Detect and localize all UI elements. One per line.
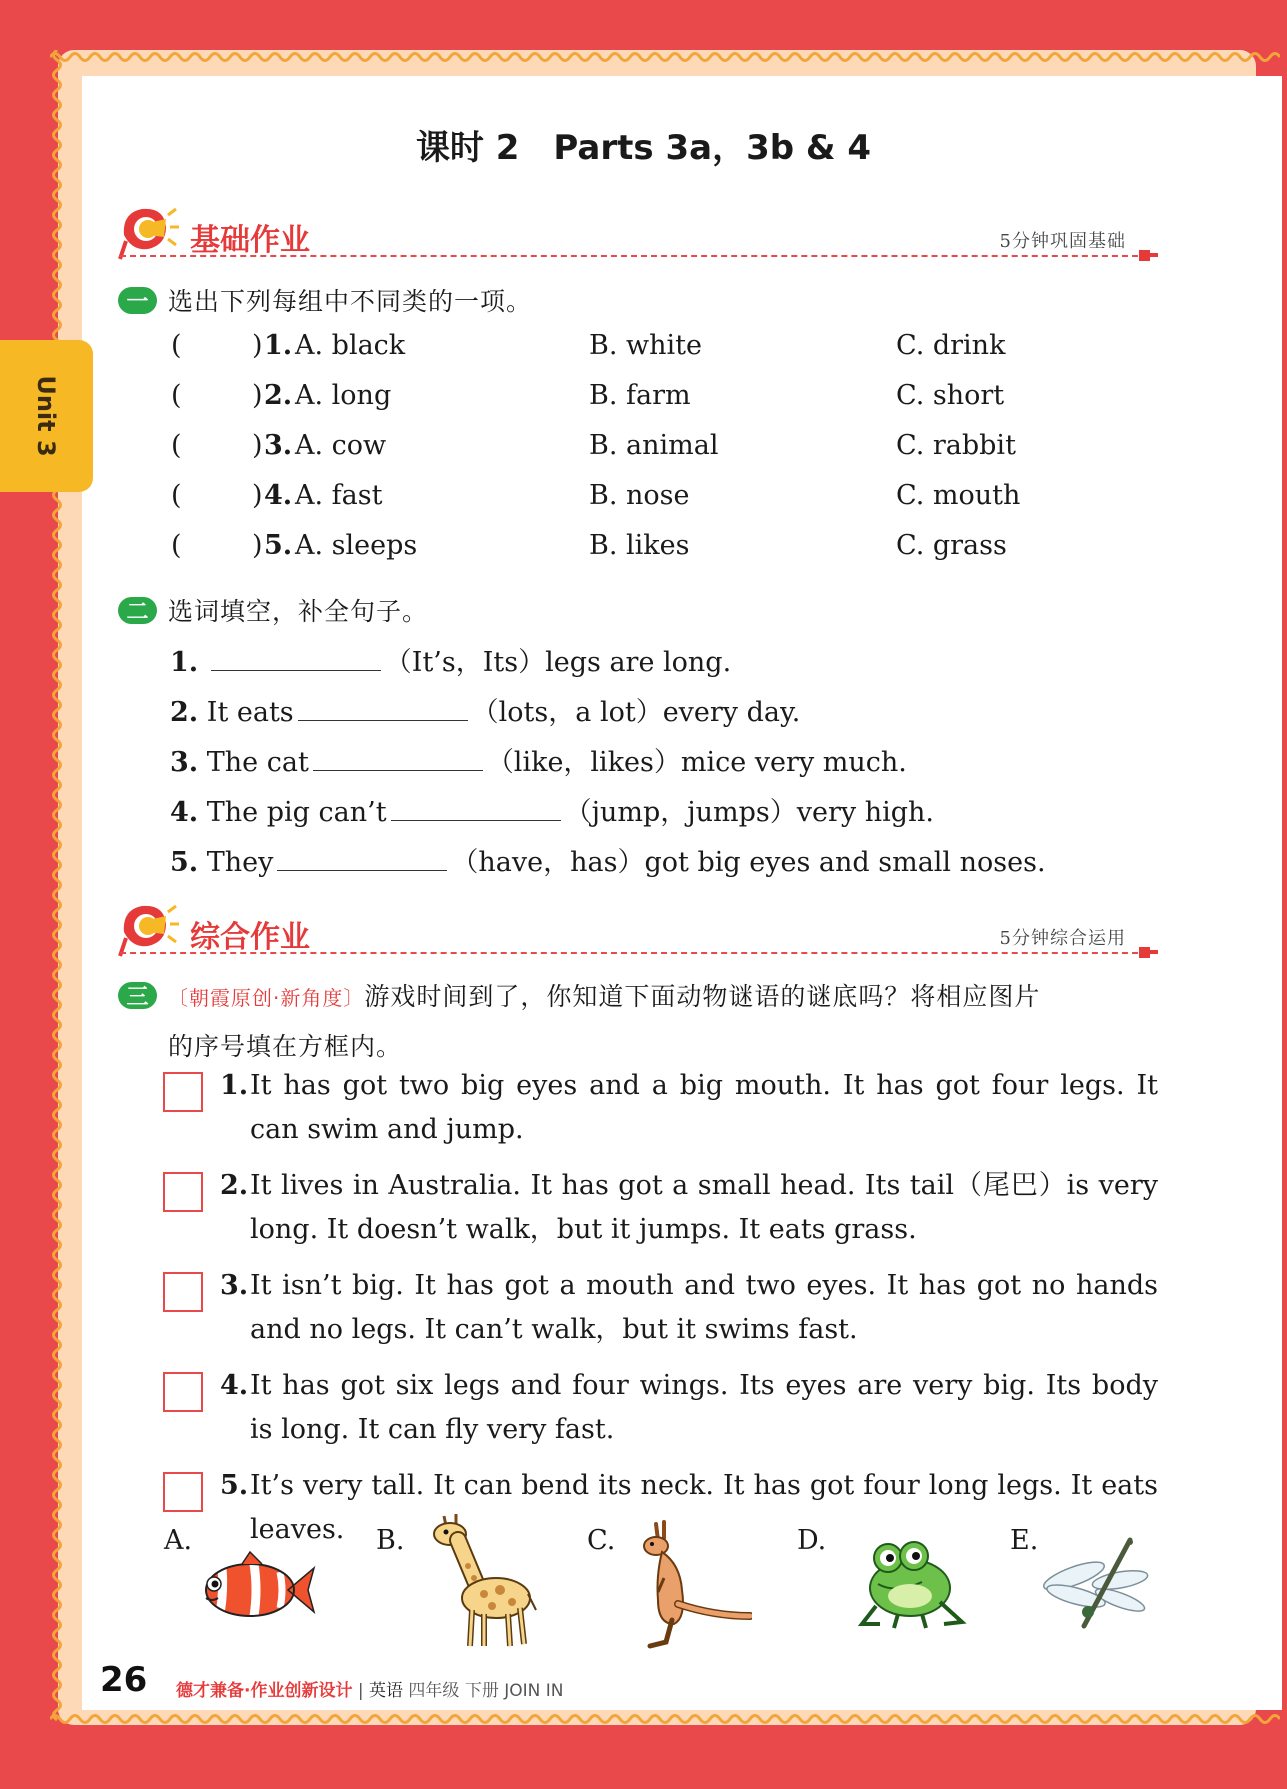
option-label-d: D. [797, 1525, 827, 1556]
option-b: B. white [589, 330, 702, 361]
option-b: B. farm [589, 380, 691, 411]
wavy-border-bottom [50, 1712, 1280, 1726]
item-number: 3. [264, 430, 293, 461]
sentence-start: The cat [206, 747, 309, 778]
option-b: B. likes [589, 530, 690, 561]
sentence-start: They [206, 847, 274, 878]
fill-blank-item [170, 740, 907, 779]
section-time: 5分钟巩固基础 [999, 231, 1126, 252]
option-label-c: C. [587, 1525, 616, 1556]
section-title: 综合作业 [190, 920, 310, 955]
item-number: 4. [170, 797, 199, 828]
option-c: C. rabbit [896, 430, 1016, 461]
riddle-text: It isn’t big. It has got a mouth and two eyes. It has got no hands and no legs. It can’t walk，but it swims fast. [250, 1270, 1158, 1345]
riddle-item [220, 1264, 1158, 1352]
answer-paren-close: ) [252, 380, 263, 411]
footer-separator: | [357, 1681, 364, 1701]
sentence-end: （have，has）got big eyes and small noses. [451, 847, 1046, 878]
answer-paren-close: ) [252, 330, 263, 361]
item-number: 1. [264, 330, 293, 361]
divider-end-tip [1148, 253, 1158, 257]
sentence-end: （like，likes）mice very much. [486, 747, 907, 778]
option-a: A. sleeps [295, 530, 418, 561]
part-badge-3: 三 [118, 982, 157, 1009]
option-a: A. cow [295, 430, 387, 461]
option-a: A. fast [295, 480, 383, 511]
footer-volume: 下册 [464, 1681, 499, 1701]
dashed-divider [120, 952, 1158, 954]
unit-tab-label: Unit 3 [32, 375, 60, 457]
item-number: 3. [170, 747, 199, 778]
answer-paren-open[interactable]: ( [171, 380, 182, 411]
fill-blank-item [170, 790, 934, 829]
sentence-end: （jump，jumps）very high. [564, 797, 934, 828]
answer-paren-close: ) [252, 530, 263, 561]
answer-paren-open[interactable]: ( [171, 530, 182, 561]
part-badge-2: 二 [118, 597, 157, 624]
answer-blank[interactable] [298, 698, 468, 721]
sentence-start: The pig can’t [206, 797, 387, 828]
section-header-basic [118, 205, 1158, 265]
option-label-a: A. [164, 1525, 193, 1556]
kangaroo-picture [622, 1520, 752, 1650]
item-number: 5. [220, 1470, 249, 1501]
unit-tab [0, 340, 93, 492]
answer-paren-open[interactable]: ( [171, 330, 182, 361]
riddle-text: It lives in Australia. It has got a small head. Its tail（尾巴）is very long. It doesn’t walk，but it jumps. It eats grass. [250, 1170, 1158, 1245]
riddle-text: It has got six legs and four wings. Its eyes are very big. Its body is long. It can fly very fast. [250, 1370, 1158, 1445]
answer-blank[interactable] [391, 798, 561, 821]
part1-instruction: 选出下列每组中不同类的一项。 [168, 287, 533, 316]
footer-subject: 英语 [369, 1681, 404, 1701]
item-number: 1. [170, 647, 199, 678]
lesson-title: 课时 2 Parts 3a，3b & 4 [415, 128, 872, 168]
answer-box[interactable] [163, 1472, 203, 1512]
wavy-border-top [50, 50, 1280, 64]
option-c: C. drink [896, 330, 1006, 361]
item-number: 2. [264, 380, 293, 411]
item-number: 2. [170, 697, 199, 728]
page-number: 26 [100, 1660, 148, 1700]
part-badge-1: 一 [118, 287, 157, 314]
item-number: 3. [220, 1270, 249, 1301]
answer-blank[interactable] [277, 848, 447, 871]
item-number: 1. [220, 1070, 249, 1101]
part3-instruction-cont: 的序号填在方框内。 [168, 1032, 403, 1061]
part3-instruction: 〔朝霞原创·新角度〕游戏时间到了，你知道下面动物谜语的谜底吗？将相应图片 [168, 982, 1041, 1011]
fill-blank-item [170, 690, 800, 729]
frog-picture [852, 1536, 970, 1632]
answer-paren-close: ) [252, 430, 263, 461]
part2-instruction: 选词填空，补全句子。 [168, 597, 429, 626]
option-c: C. grass [896, 530, 1007, 561]
option-b: B. nose [589, 480, 690, 511]
riddle-item [220, 1164, 1158, 1252]
footer-edition: JOIN IN [504, 1681, 564, 1701]
answer-box[interactable] [163, 1272, 203, 1312]
answer-blank[interactable] [313, 748, 483, 771]
footer-brand: 德才兼备·作业创新设计 [176, 1681, 353, 1701]
source-tag: 〔朝霞原创·新角度〕 [168, 986, 365, 1010]
dragonfly-picture [1040, 1536, 1152, 1632]
option-label-e: E. [1010, 1525, 1039, 1556]
item-number: 5. [264, 530, 293, 561]
sentence-end: （lots，a lot）every day. [471, 697, 801, 728]
answer-paren-open[interactable]: ( [171, 430, 182, 461]
answer-box[interactable] [163, 1372, 203, 1412]
option-b: B. animal [589, 430, 719, 461]
footer-series [176, 1676, 564, 1701]
wavy-border-left [50, 50, 64, 1726]
divider-end-tip [1148, 950, 1158, 954]
giraffe-picture [418, 1510, 538, 1650]
sentence-end: （It’s，Its）legs are long. [384, 647, 732, 678]
megaphone-icon [118, 902, 180, 958]
option-label-b: B. [376, 1525, 405, 1556]
section-time: 5分钟综合运用 [999, 928, 1126, 949]
dashed-divider [120, 255, 1158, 257]
fill-blank-item [170, 640, 731, 679]
item-number: 4. [220, 1370, 249, 1401]
clownfish-picture [192, 1550, 316, 1625]
answer-paren-close: ) [252, 480, 263, 511]
answer-paren-open[interactable]: ( [171, 480, 182, 511]
section-title: 基础作业 [190, 223, 310, 258]
item-number: 5. [170, 847, 199, 878]
riddle-text: It’s very tall. It can bend its neck. It has got four long legs. It eats leaves. [250, 1470, 1158, 1545]
megaphone-icon [118, 205, 180, 261]
option-c: C. mouth [896, 480, 1021, 511]
sentence-start: It eats [206, 697, 294, 728]
section-header-comprehensive [118, 902, 1158, 962]
option-c: C. short [896, 380, 1005, 411]
answer-box[interactable] [163, 1172, 203, 1212]
option-a: A. long [295, 380, 392, 411]
riddle-item [220, 1364, 1158, 1452]
item-number: 2. [220, 1170, 249, 1201]
riddle-item [220, 1064, 1158, 1152]
item-number: 4. [264, 480, 293, 511]
fill-blank-item [170, 840, 1046, 879]
option-a: A. black [295, 330, 406, 361]
footer-grade: 四年级 [408, 1681, 460, 1701]
riddle-text: It has got two big eyes and a big mouth. It has got four legs. It can swim and jump. [250, 1070, 1158, 1145]
answer-box[interactable] [163, 1072, 203, 1112]
answer-blank[interactable] [211, 648, 381, 671]
